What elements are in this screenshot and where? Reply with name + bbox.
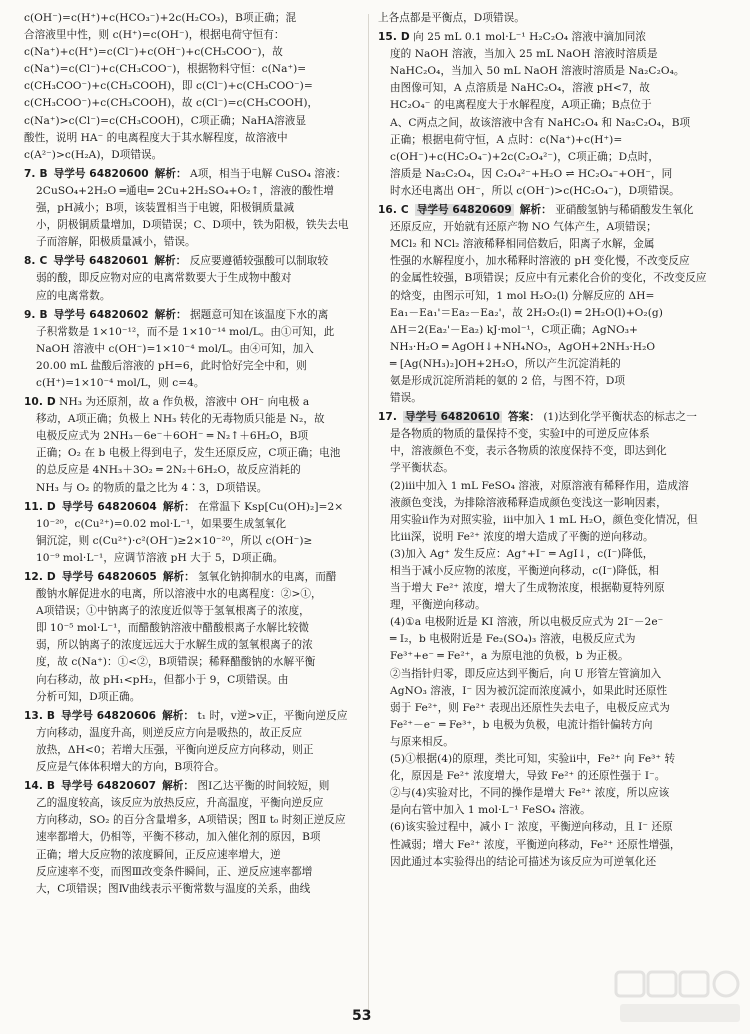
right-column <box>378 10 722 873</box>
explanation-line: MCl₂ 和 NCl₂ 溶液稀释相同倍数后，阳离子水解，金属 <box>390 238 655 251</box>
explanation-line: 化，原因是 Fe²⁺ 浓度增大，导致 Fe²⁺ 的还原性强于 I⁻。 <box>390 770 666 783</box>
answer-item-first-line <box>24 708 360 725</box>
answer-item-first-line <box>378 202 722 219</box>
explanation-line: 弱的酸，即反应物对应的电离常数要大于生成物中酸对 <box>36 272 292 285</box>
intro-line: 合溶液里中性，则 c(H⁺)=c(OH⁻)，根据电荷守恒有： <box>24 29 285 42</box>
explanation-line: 反应速率不变，而图Ⅲ改变条件瞬间，正、逆反应速率都增 <box>36 865 313 878</box>
explanation-line: 度的 NaOH 溶液，当加入 25 mL NaOH 溶液时溶质是 <box>390 48 658 61</box>
explanation-line: ②当指针归零，即反应达到平衡后，向 U 形管左管滴加入 <box>390 667 662 680</box>
explanation-text: (1)达到化学平衡状态的标志之一 <box>539 411 697 424</box>
explanation-line: 比ⅲ深，说明 Fe²⁺ 浓度的增大造成了平衡的逆向移动。 <box>390 530 654 543</box>
explanation-line: 用实验ⅱ作为对照实验，ⅲ中加入 1 mL H₂O，颜色变化情况，但 <box>390 513 698 526</box>
answer-item-first-line <box>24 166 360 183</box>
intro-line: c(Na⁺)=c(Cl⁻)+c(CH₃COO⁻)，根据物料守恒：c(Na⁺)= <box>24 63 307 76</box>
answer-item <box>24 307 360 392</box>
explanation-line: Fe³⁺+e⁻ ═ Fe²⁺，a 为原电池的负极，b 为正极。 <box>390 650 629 663</box>
explanation-keyword: 解析： <box>162 780 195 793</box>
answer-letter: C <box>39 255 48 268</box>
explanation-line: ═ I₂，b 电极附近是 Fe₂(SO₄)₃ 溶液，电极反应式为 <box>390 633 636 646</box>
right-intro <box>378 10 722 27</box>
explanation-line: Ea₁－Ea₁'＝Ea₂－Ea₂'，故 2H₂O₂(l) ═ 2H₂O(l)+O₂(g) <box>390 306 663 319</box>
explanation-line: 子而溶解，阳极质量减小，错误。 <box>36 236 196 249</box>
explanation-line: 强，pH减小；B项，该装置相当于电镀，阳极铜质量减 <box>36 202 295 215</box>
explanation-text: 图Ⅰ乙达平衡的时间较短，则 <box>194 780 330 793</box>
explanation-line: 20.00 mL 盐酸后溶液的 pH=6，此时恰好完全中和，则 <box>36 359 307 372</box>
explanation-line: 放热，ΔH<0；若增大压强，平衡向逆反应方向移动，则正 <box>36 743 314 756</box>
explanation-line: 中，溶液颜色不变，表示各物质的浓度保持不变，即达到化 <box>390 445 667 458</box>
guide-code: 导学号 64820604 <box>61 500 157 513</box>
explanation-line: 2CuSO₄+2H₂O ═通电═ 2Cu+2H₂SO₄+O₂↑，溶液的酸性增 <box>36 184 335 197</box>
answer-letter: B <box>39 167 48 180</box>
explanation-line: 弱，所以钠离子的浓度远远大于水解生成的氢氧根离子的浓 <box>36 639 313 652</box>
explanation-line: 子积常数是 1×10⁻¹²，而不是 1×10⁻¹⁴ mol/L。由①可知，此 <box>36 325 335 338</box>
explanation-text: 氢氧化钠抑制水的电离，而醋 <box>194 571 337 583</box>
explanation-text: 据题意可知在该温度下水的离 <box>186 308 329 321</box>
explanation-keyword: 解析： <box>154 308 187 321</box>
answer-item <box>378 29 722 200</box>
explanation-line: 因此通过本实验得出的结论可描述为该反应为可逆氧化还 <box>390 855 657 868</box>
explanation-line: 反应是气体体积增大的方向，B项符合。 <box>36 761 225 774</box>
intro-line: c(Na⁺)+c(H⁺)=c(Cl⁻)+c(OH⁻)+c(CH₃COO⁻)，故 <box>24 46 283 59</box>
answer-item <box>378 409 722 871</box>
explanation-line: 相当于减小反应物的浓度，平衡逆向移动，c(I⁻)降低，相 <box>390 565 660 577</box>
answer-item <box>24 569 360 706</box>
answer-item-first-line <box>24 394 360 411</box>
answer-item <box>24 778 360 898</box>
explanation-line: 性减弱；增大 Fe²⁺ 浓度，平衡逆向移动，Fe²⁺ 还原性增强， <box>390 838 681 851</box>
right-items <box>378 29 722 871</box>
explanation-line: 移动，A项正确；负极上 NH₃ 转化的无毒物质只能是 N₂，故 <box>36 413 325 426</box>
explanation-line: 是各物质的物质的量保持不变，实验Ⅰ中的可逆反应体系 <box>390 428 650 441</box>
explanation-line: 当于增大 Fe²⁺ 浓度，增大了生成物浓度，根据勒夏特列原 <box>390 582 665 595</box>
explanation-line: 弱于 Fe²⁺，则 Fe²⁺ 表现出还原性失去电子，电极反应式为 <box>390 701 670 714</box>
question-number: 16. <box>378 204 397 217</box>
explanation-text: 向 25 mL 0.1 mol·L⁻¹ H₂C₂O₄ 溶液中滴加同浓 <box>409 31 647 44</box>
answer-item-first-line <box>378 29 722 46</box>
explanation-line: 即 10⁻⁵ mol·L⁻¹，而醋酸钠溶液中醋酸根离子水解比较微 <box>36 622 309 635</box>
answer-letter: D <box>46 396 56 409</box>
answer-item <box>24 166 360 251</box>
explanation-keyword: 解析： <box>162 709 195 722</box>
explanation-line: (4)①a 电极附近是 KI 溶液，所以电极反应式为 2I⁻－2e⁻ <box>390 616 664 629</box>
explanation-line: 学平衡状态。 <box>390 462 454 475</box>
answer-letter: D <box>46 500 56 513</box>
explanation-line: 是向右管中加入 1 mol·L⁻¹ FeSO₄ 溶液。 <box>390 804 591 817</box>
intro-line: c(CH₃COO⁻)+c(CH₃COOH)，故 c(Cl⁻)=c(CH₃COOH)， <box>24 97 319 110</box>
explanation-text: 在常温下 Ksp[Cu(OH)₂]=2× <box>194 500 344 513</box>
question-number: 8. <box>24 255 36 268</box>
question-number: 15. <box>378 31 397 44</box>
answer-item-first-line <box>24 253 360 270</box>
explanation-line: 理，平衡逆向移动。 <box>390 599 486 612</box>
question-number: 12. <box>24 571 43 583</box>
guide-code: 导学号 64820606 <box>61 709 157 722</box>
explanation-keyword: 解析： <box>154 255 187 268</box>
explanation-line: 分析可知，D项正确。 <box>36 690 141 703</box>
left-column <box>24 10 360 900</box>
question-number: 17. <box>378 411 397 424</box>
answer-item <box>378 202 722 407</box>
explanation-line: ═ [Ag(NH₃)₂]OH+2H₂O，所以产生沉淀消耗的 <box>390 357 621 370</box>
answer-letter: D <box>400 31 410 44</box>
explanation-line: 时水还电离出 OH⁻，所以 c(OH⁻)>c(HC₂O₄⁻)，D项错误。 <box>390 184 680 197</box>
guide-code: 导学号 64820610 <box>404 411 500 424</box>
answer-item-first-line <box>24 499 360 516</box>
left-intro <box>24 10 360 164</box>
explanation-line: 液颜色变浅，为排除溶液稀释造成颜色变浅这一影响因素， <box>390 496 667 509</box>
question-number: 11. <box>24 500 43 513</box>
explanation-line: 正确；O₂ 在 b 电极上得到电子，发生还原反应，C项正确；电池 <box>36 447 341 460</box>
answer-letter: C <box>400 204 409 217</box>
explanation-keyword: 解析： <box>162 500 195 513</box>
guide-code: 导学号 64820605 <box>61 571 157 583</box>
explanation-line: 由图像可知，A 点溶质是 NaHC₂O₄，溶液 pH<7，故 <box>390 82 650 95</box>
answer-letter: D <box>46 571 56 583</box>
explanation-line: (2)ⅲ中加入 1 mL FeSO₄ 溶液，对原溶液有稀释作用，造成溶 <box>390 479 689 492</box>
explanation-line: 大，C项错误；图Ⅳ曲线表示平衡常数与温度的关系，曲线 <box>36 882 311 895</box>
explanation-line: 方向移动，温度升高，则逆反应方向是吸热的，故正反应 <box>36 726 303 739</box>
explanation-text: t₁ 时，v逆>v正，平衡向逆反应 <box>194 709 348 722</box>
explanation-line: 向右移动，故 pH₁<pH₂，但都小于 9，C项错误。由 <box>36 673 289 686</box>
answer-letter: B <box>46 780 56 793</box>
explanation-text: 反应要遵循较强酸可以制取较 <box>186 255 329 268</box>
left-items <box>24 166 360 898</box>
explanation-line: 酸钠水解促进水的电离，所以溶液中水的电离程度：②>①， <box>36 588 322 601</box>
explanation-line: 的焓变，由图示可知，1 mol H₂O₂(l) 分解反应的 ΔH= <box>390 289 655 302</box>
question-number: 7. <box>24 167 36 180</box>
explanation-line: 方向移动，SO₂ 的百分含量增多，A项错误；图Ⅱ t₀ 时刻正逆反应 <box>36 814 346 827</box>
explanation-line: 的金属性较强，B项错误；反应中有元素化合价的变化，不改变反应 <box>390 272 707 285</box>
explanation-keyword: 解析： <box>519 204 552 217</box>
explanation-line: 电极反应式为 2NH₃－6e⁻＋6OH⁻ ═ N₂↑＋6H₂O，B项 <box>36 430 309 443</box>
explanation-line: 10⁻⁹ mol·L⁻¹，应调节溶液 pH 大于 5，D项正确。 <box>36 551 284 564</box>
answer-item <box>24 394 360 497</box>
explanation-line: 铜沉淀，则 c(Cu²⁺)·c²(OH⁻)≥2×10⁻²⁰，所以 c(OH⁻)≥ <box>36 534 313 547</box>
intro-line: c(OH⁻)=c(H⁺)+c(HCO₃⁻)+2c(H₂CO₃)，B项正确；混 <box>24 12 297 24</box>
explanation-line: 正确；增大反应物的浓度瞬间，正反应速率增大，逆 <box>36 848 281 861</box>
explanation-line: (5)①根据(4)的原理，类比可知，实验ⅱ中，Fe²⁺ 向 Fe³⁺ 转 <box>390 753 676 766</box>
explanation-line: 速率都增大，仍相等，平衡不移动，加入催化剂的原因，B项 <box>36 831 321 844</box>
explanation-line: 氨是形成沉淀所消耗的氨的 2 倍，与图不符，D项 <box>390 374 626 387</box>
intro-line: c(CH₃COO⁻)+c(CH₃COOH)，即 c(Cl⁻)+c(CH₃COO⁻)= <box>24 80 313 93</box>
explanation-line: NaHC₂O₄，当加入 50 mL NaOH 溶液时溶质是 Na₂C₂O₄。 <box>390 65 685 78</box>
guide-code: 导学号 64820601 <box>53 255 149 268</box>
answer-item-first-line <box>24 307 360 324</box>
explanation-line: 还原反应，开始就有还原产物 NO 气体产生，A项错误； <box>390 221 657 234</box>
explanation-line: NH₃·H₂O ═ AgOH↓+NH₄NO₃，AgOH+2NH₃·H₂O <box>390 340 656 353</box>
explanation-line: ΔH＝2(Ea₂'－Ea₂) kJ·mol⁻¹，C项正确；AgNO₃+ <box>390 323 638 336</box>
explanation-line: 的总反应是 4NH₃＋3O₂ ═ 2N₂＋6H₂O，故反应消耗的 <box>36 464 301 477</box>
question-number: 9. <box>24 308 36 321</box>
answer-item-first-line <box>24 569 360 586</box>
explanation-line: HC₂O₄⁻ 的电离程度大于水解程度，A项正确；B点位于 <box>390 99 652 112</box>
intro-line: 酸性，说明 HA⁻ 的电离程度大于其水解程度，故溶液中 <box>24 131 288 144</box>
question-number: 13. <box>24 709 43 722</box>
explanation-line: 应的电离常数。 <box>36 289 111 302</box>
answer-item-first-line <box>24 778 360 795</box>
column-divider <box>368 14 369 1014</box>
explanation-line: c(H⁺)=1×10⁻⁴ mol/L，则 c=4。 <box>36 376 205 389</box>
explanation-text: NH₃ 为还原剂，故 a 作负极，溶液中 OH⁻ 向电极 a <box>55 396 310 409</box>
intro-line: c(Na⁺)>c(Cl⁻)=c(CH₃COOH)，C项正确；NaHA溶液显 <box>24 114 307 127</box>
page-number: 53 <box>352 1008 372 1024</box>
explanation-line: 度，故 c(Na⁺)：①<②，B项错误；稀释醋酸钠的水解平衡 <box>36 656 316 669</box>
explanation-text: 亚硝酸氢钠与稀硝酸发生氧化 <box>551 204 694 217</box>
explanation-line: (3)加入 Ag⁺ 发生反应：Ag⁺+I⁻ ═ AgI↓，c(I⁻)降低， <box>390 547 654 560</box>
answer-letter: B <box>39 308 48 321</box>
explanation-line: 错误。 <box>390 392 422 405</box>
explanation-line: 性强的水解程度小，加水稀释时溶液的 pH 变化慢，不改变反应 <box>390 255 690 268</box>
explanation-keyword: 答案： <box>507 411 540 424</box>
guide-code: 导学号 64820600 <box>53 167 149 180</box>
explanation-line: 与原来相反。 <box>390 735 454 748</box>
explanation-text: A项，相当于电解 CuSO₄ 溶液： <box>186 167 347 180</box>
explanation-line: NaOH 溶液中 c(OH⁻)=1×10⁻⁴ mol/L。由④可知，加入 <box>36 342 314 355</box>
site-watermark-logo <box>612 966 744 1028</box>
explanation-line: (6)该实验过程中，减小 I⁻ 浓度，平衡逆向移动，且 I⁻ 还原 <box>390 821 673 834</box>
answer-item <box>24 708 360 776</box>
guide-code: 导学号 64820607 <box>61 780 157 793</box>
explanation-line: Fe²⁺－e⁻ ═ Fe³⁺，b 电极为负极，电流计指针偏转方向 <box>390 718 653 731</box>
explanation-keyword: 解析： <box>162 571 195 583</box>
guide-code: 导学号 64820609 <box>416 204 512 217</box>
explanation-line: 乙的温度较高，该反应为放热反应，升高温度，平衡向逆反应 <box>36 797 324 810</box>
explanation-line: c(OH⁻)+c(HC₂O₄⁻)+2c(C₂O₄²⁻)，C项正确；D点时， <box>390 150 660 163</box>
explanation-line: 溶质是 Na₂C₂O₄，因 C₂O₄²⁻+H₂O ⇌ HC₂O₄⁻+OH⁻，同 <box>390 167 673 180</box>
question-number: 14. <box>24 780 43 793</box>
explanation-line: 正确；根据电荷守恒，A 点时：c(Na⁺)+c(H⁺)= <box>390 133 623 146</box>
answer-item-first-line <box>378 409 722 426</box>
guide-code: 导学号 64820602 <box>53 308 149 321</box>
explanation-line: 10⁻²⁰，c(Cu²⁺)=0.02 mol·L⁻¹，如果要生成氢氧化 <box>36 517 287 530</box>
answer-item <box>24 499 360 567</box>
intro-line: 上各点都是平衡点，D项错误。 <box>378 12 525 24</box>
explanation-keyword: 解析： <box>154 167 187 180</box>
question-number: 10. <box>24 396 43 409</box>
explanation-line: A项错误；①中钠离子的浓度近似等于氢氧根离子的浓度， <box>36 605 310 618</box>
answer-item <box>24 253 360 304</box>
explanation-line: AgNO₃ 溶液，I⁻ 因为被沉淀而浓度减小，如果此时还原性 <box>390 684 668 697</box>
explanation-line: A、C两点之间，故该溶液中含有 NaHC₂O₄ 和 Na₂C₂O₄，B项 <box>390 116 691 129</box>
explanation-line: ②与(4)实验对比，不同的操作是增大 Fe²⁺ 浓度，所以应该 <box>390 787 670 800</box>
intro-line: c(A²⁻)>c(H₂A)，D项错误。 <box>24 148 163 161</box>
explanation-line: 小，阴极铜质量增加，D项错误；C、D项中，铁为阳极，铁失去电 <box>36 219 349 232</box>
answer-letter: B <box>46 709 56 722</box>
explanation-line: NH₃ 与 O₂ 的物质的量之比为 4∶3，D项错误。 <box>36 481 268 494</box>
